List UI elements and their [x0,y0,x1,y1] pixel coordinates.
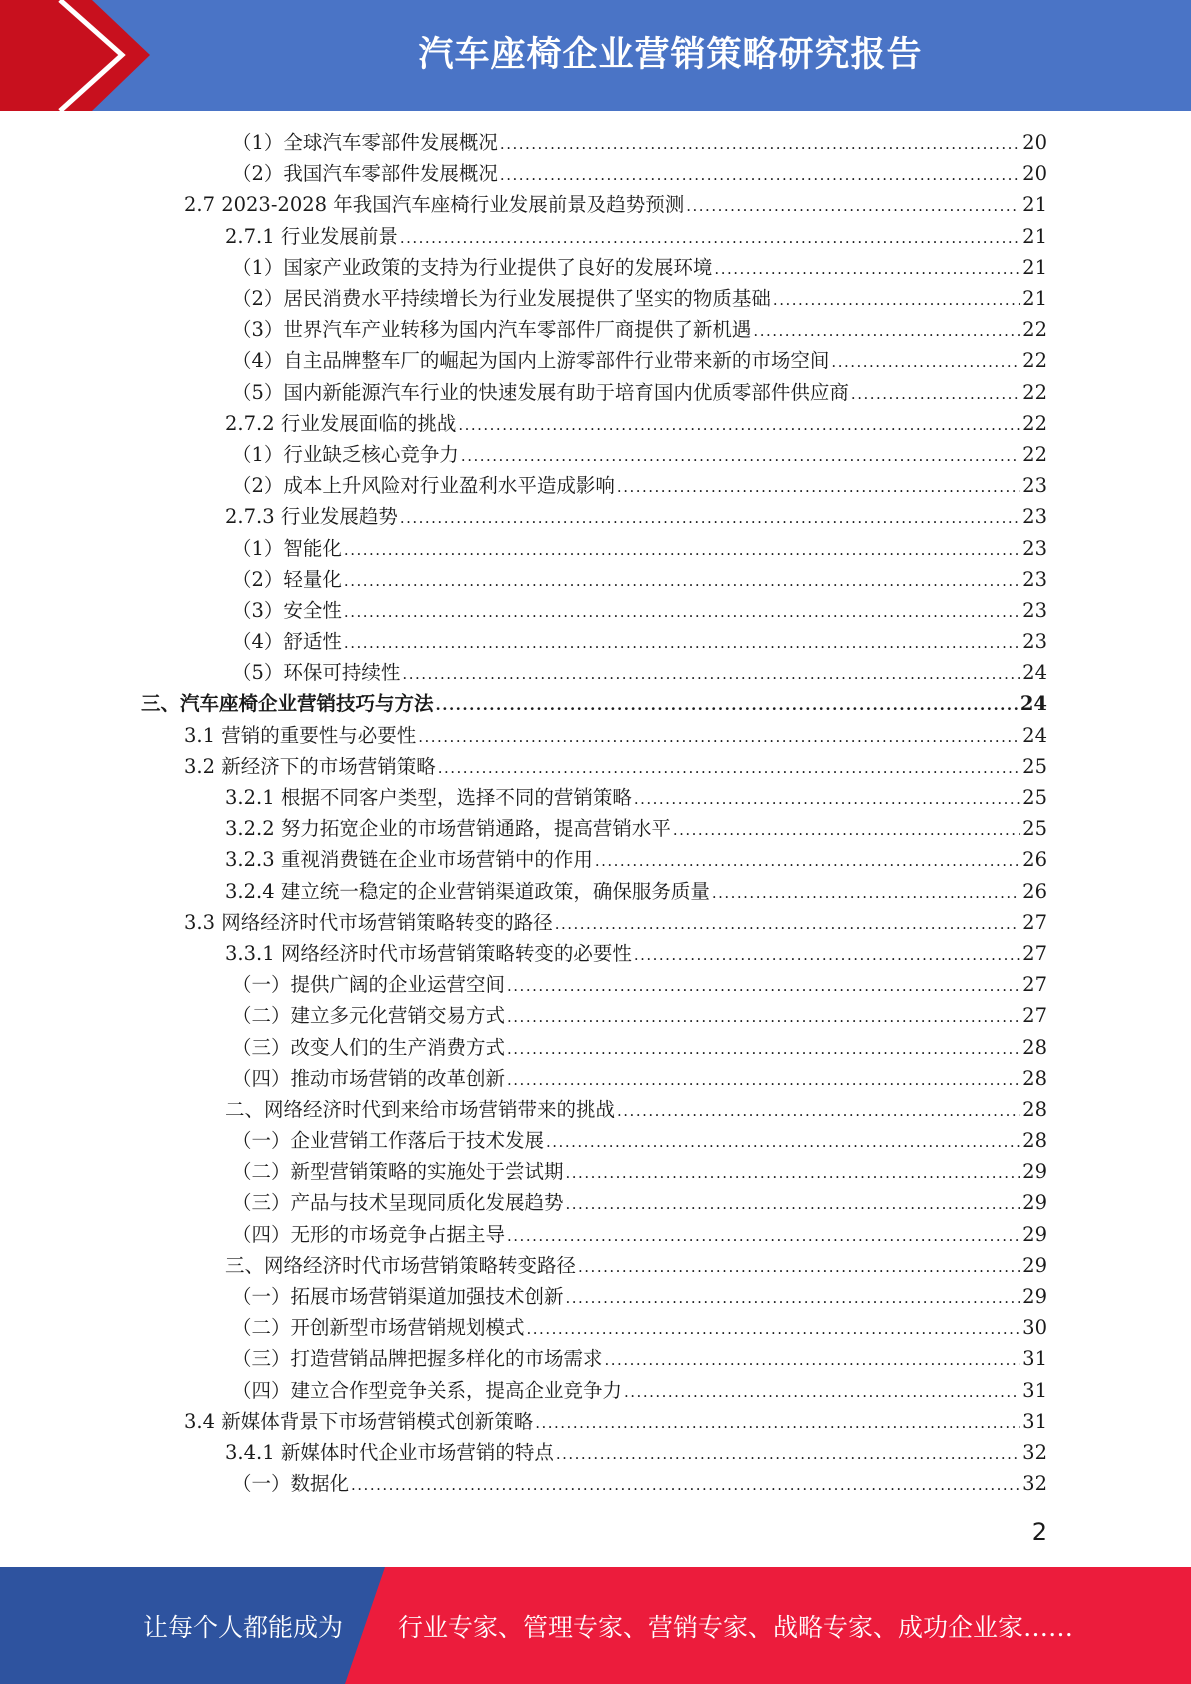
toc-entry[interactable] [0,283,1191,314]
toc-dot-leader [344,628,1020,659]
toc-entry-page: 22 [1022,318,1047,342]
toc-entry[interactable] [0,345,1191,376]
toc-entry-page: 23 [1022,536,1047,560]
toc-dot-leader [566,1283,1021,1314]
toc-dot-leader [673,815,1020,846]
toc-entry-title: 3.1 营销的重要性与必要性 [184,723,417,747]
toc-entry-page: 29 [1022,1191,1047,1215]
toc-dot-leader [507,971,1020,1002]
toc-entry-title: 2.7 2023-2028 年我国汽车座椅行业发展前景及趋势预测 [184,193,685,217]
toc-entry-page: 21 [1022,193,1047,217]
toc-entry[interactable] [0,1187,1191,1218]
toc-entry[interactable] [0,314,1191,345]
toc-entry-title: （2）成本上升风险对行业盈利水平造成影响 [232,474,615,498]
toc-entry-page: 28 [1022,1035,1047,1059]
toc-entry-title: （4）自主品牌整车厂的崛起为国内上游零部件行业带来新的市场空间 [232,349,830,373]
toc-entry[interactable] [0,1125,1191,1156]
toc-entry-title: （3）世界汽车产业转移为国内汽车零部件厂商提供了新机遇 [232,318,752,342]
toc-entry[interactable] [0,969,1191,1000]
toc-dot-leader [566,1158,1021,1189]
toc-entry-page: 23 [1022,598,1047,622]
toc-entry[interactable] [0,221,1191,252]
toc-entry[interactable] [0,720,1191,751]
toc-entry-page: 25 [1022,786,1047,810]
toc-entry-title: （一）企业营销工作落后于技术发展 [232,1129,545,1153]
toc-entry-page: 20 [1022,162,1047,186]
toc-entry-page: 27 [1022,941,1047,965]
toc-entry-title: （2）轻量化 [232,567,342,591]
toc-entry-title: （1）智能化 [232,536,342,560]
toc-entry-title: 3.2 新经济下的市场营销策略 [184,754,436,778]
toc-entry-title: 2.7.1 行业发展前景 [225,224,398,248]
toc-entry-title: （四）无形的市场竞争占据主导 [232,1222,506,1246]
toc-dot-leader [624,1377,1020,1408]
toc-entry-page: 21 [1022,255,1047,279]
toc-entry[interactable] [0,1219,1191,1250]
toc-entry-page: 21 [1022,224,1047,248]
toc-entry-page: 28 [1022,1129,1047,1153]
toc-entry-page: 31 [1022,1378,1047,1402]
toc-entry[interactable] [0,813,1191,844]
toc-entry-page: 29 [1022,1160,1047,1184]
toc-entry-title: 三、汽车座椅企业营销技巧与方法 [141,692,434,716]
toc-entry-title: （2）我国汽车零部件发展概况 [232,162,498,186]
toc-entry-page: 29 [1022,1253,1047,1277]
toc-entry-title: （1）行业缺乏核心竞争力 [232,442,459,466]
toc-dot-leader [527,1314,1021,1345]
toc-dot-leader [712,878,1020,909]
toc-dot-leader [634,784,1020,815]
toc-entry[interactable] [0,1000,1191,1031]
toc-entry-page: 23 [1022,630,1047,654]
toc-dot-leader [753,316,1020,347]
toc-entry-page: 23 [1022,505,1047,529]
toc-entry-page: 24 [1019,692,1047,716]
toc-entry-page: 29 [1022,1285,1047,1309]
toc-dot-leader [546,1127,1020,1158]
toc-entry[interactable] [0,127,1191,158]
toc-dot-leader [714,254,1020,285]
toc-dot-leader [507,1065,1020,1096]
report-title: 汽车座椅企业营销策略研究报告 [418,35,923,75]
toc-dot-leader [617,472,1020,503]
toc-entry-page: 22 [1022,380,1047,404]
toc-entry-title: （四）推动市场营销的改革创新 [232,1066,506,1090]
header-arrow-decoration [0,0,150,111]
toc-entry-page: 25 [1022,754,1047,778]
toc-dot-leader [400,223,1020,254]
page-number: 2 [1031,1518,1047,1546]
toc-dot-leader [617,1096,1020,1127]
toc-entry[interactable] [0,501,1191,532]
toc-entry[interactable] [0,189,1191,220]
toc-dot-leader [556,1439,1020,1470]
toc-entry-title: （一）提供广阔的企业运营空间 [232,973,506,997]
toc-entry[interactable] [0,1156,1191,1187]
toc-entry-title: 三、网络经济时代市场营销策略转变路径 [225,1253,577,1277]
toc-entry-page: 26 [1022,848,1047,872]
toc-entry-title: （四）建立合作型竞争关系，提高企业竞争力 [232,1378,623,1402]
toc-entry-page: 25 [1022,817,1047,841]
toc-entry[interactable] [0,1094,1191,1125]
toc-entry[interactable] [0,626,1191,657]
toc-entry-page: 24 [1022,661,1047,685]
toc-entry-title: 3.2.4 建立统一稳定的企业营销渠道政策，确保服务质量 [225,879,710,903]
toc-entry-title: 3.3 网络经济时代市场营销策略转变的路径 [184,910,553,934]
toc-entry[interactable] [0,408,1191,439]
toc-dot-leader [578,1252,1020,1283]
toc-entry[interactable] [0,439,1191,470]
toc-entry[interactable] [0,564,1191,595]
toc-dot-leader [507,1002,1020,1033]
toc-entry-title: （1）全球汽车零部件发展概况 [232,131,498,155]
toc-entry-page: 28 [1022,1097,1047,1121]
toc-dot-leader [686,191,1020,222]
toc-entry-title: （二）开创新型市场营销规划模式 [232,1316,525,1340]
page-header [0,0,1191,111]
toc-entry[interactable] [0,1281,1191,1312]
toc-entry[interactable] [0,595,1191,626]
toc-dot-leader [507,1221,1020,1252]
toc-entry-page: 22 [1022,442,1047,466]
toc-entry-title: 3.2.2 努力拓宽企业的市场营销通路，提高营销水平 [225,817,671,841]
toc-entry-page: 24 [1022,723,1047,747]
toc-entry[interactable] [0,751,1191,782]
toc-entry-title: （二）新型营销策略的实施处于尝试期 [232,1160,564,1184]
toc-entry-title: （三）改变人们的生产消费方式 [232,1035,506,1059]
toc-entry-title: （三）打造营销品牌把握多样化的市场需求 [232,1347,603,1371]
toc-entry-title: 3.2.3 重视消费链在企业市场营销中的作用 [225,848,593,872]
toc-entry-title: （二）建立多元化营销交易方式 [232,1004,506,1028]
toc-entry-page: 27 [1022,1004,1047,1028]
toc-dot-leader [500,160,1020,191]
toc-entry-page: 23 [1022,474,1047,498]
toc-dot-leader [605,1345,1021,1376]
toc-dot-leader [438,753,1020,784]
toc-entry-page: 22 [1022,349,1047,373]
toc-dot-leader [831,347,1020,378]
toc-entry-title: （2）居民消费水平持续增长为行业发展提供了坚实的物质基础 [232,287,771,311]
toc-dot-leader [500,129,1020,160]
table-of-contents [0,127,1191,1499]
toc-entry[interactable] [0,1375,1191,1406]
toc-entry-page: 32 [1022,1472,1047,1496]
toc-entry[interactable] [0,1250,1191,1281]
toc-dot-leader [436,690,1018,721]
toc-entry-title: 3.3.1 网络经济时代市场营销策略转变的必要性 [225,941,632,965]
toc-entry-title: （5）国内新能源汽车行业的快速发展有助于培育国内优质零部件供应商 [232,380,849,404]
toc-entry-title: 3.2.1 根据不同客户类型，选择不同的营销策略 [225,786,632,810]
toc-entry[interactable] [0,1312,1191,1343]
toc-entry-page: 27 [1022,973,1047,997]
toc-entry[interactable] [0,252,1191,283]
toc-entry-title: 3.4 新媒体背景下市场营销模式创新策略 [184,1409,534,1433]
toc-entry-page: 23 [1022,567,1047,591]
toc-entry-page: 29 [1022,1222,1047,1246]
toc-entry[interactable] [0,470,1191,501]
toc-entry[interactable] [0,1406,1191,1437]
toc-entry-page: 20 [1022,131,1047,155]
toc-entry[interactable] [0,1031,1191,1062]
toc-entry-title: （4）舒适性 [232,630,342,654]
toc-dot-leader [566,1189,1021,1220]
toc-entry-page: 26 [1022,879,1047,903]
toc-dot-leader [535,1408,1020,1439]
toc-entry[interactable] [0,876,1191,907]
toc-entry[interactable] [0,782,1191,813]
toc-entry[interactable] [0,1343,1191,1374]
toc-dot-leader [402,659,1020,690]
toc-dot-leader [773,285,1020,316]
toc-dot-leader [351,1470,1020,1501]
page-footer [0,1567,1191,1684]
toc-entry-title: 2.7.2 行业发展面临的挑战 [225,411,457,435]
toc-entry[interactable] [0,938,1191,969]
toc-entry[interactable] [0,532,1191,563]
footer-slogan-right: 行业专家、管理专家、营销专家、战略专家、成功企业家…… [398,1612,1074,1642]
toc-entry-title: （3）安全性 [232,598,342,622]
toc-dot-leader [595,846,1020,877]
footer-slogan-left: 让每个人都能成为 [143,1612,344,1642]
toc-entry-title: 二、网络经济时代到来给市场营销带来的挑战 [225,1097,616,1121]
toc-dot-leader [344,597,1020,628]
toc-entry-title: （一）拓展市场营销渠道加强技术创新 [232,1285,564,1309]
toc-entry-title: （三）产品与技术呈现同质化发展趋势 [232,1191,564,1215]
toc-dot-leader [634,940,1020,971]
toc-dot-leader [555,909,1020,940]
toc-entry[interactable] [0,657,1191,688]
toc-entry-page: 32 [1022,1440,1047,1464]
toc-entry[interactable] [0,1468,1191,1499]
toc-entry[interactable] [0,907,1191,938]
toc-dot-leader [400,503,1020,534]
toc-entry[interactable] [0,1437,1191,1468]
toc-dot-leader [418,722,1020,753]
toc-entry-title: （一）数据化 [232,1472,350,1496]
toc-entry[interactable] [0,844,1191,875]
toc-dot-leader [344,535,1020,566]
toc-entry-page: 28 [1022,1066,1047,1090]
toc-entry-title: （5）环保可持续性 [232,661,401,685]
toc-dot-leader [344,566,1020,597]
toc-dot-leader [461,441,1020,472]
toc-entry-page: 30 [1022,1316,1047,1340]
toc-dot-leader [507,1034,1020,1065]
toc-entry[interactable] [0,1063,1191,1094]
toc-entry-title: 2.7.3 行业发展趋势 [225,505,398,529]
toc-entry[interactable] [0,377,1191,408]
toc-entry-page: 31 [1022,1409,1047,1433]
toc-dot-leader [458,410,1020,441]
toc-entry-page: 31 [1022,1347,1047,1371]
toc-entry-page: 22 [1022,411,1047,435]
toc-entry-page: 21 [1022,287,1047,311]
toc-entry[interactable] [0,158,1191,189]
toc-entry-title: 3.4.1 新媒体时代企业市场营销的特点 [225,1440,554,1464]
toc-entry[interactable] [0,688,1191,719]
toc-entry-page: 27 [1022,910,1047,934]
toc-dot-leader [851,379,1020,410]
toc-entry-title: （1）国家产业政策的支持为行业提供了良好的发展环境 [232,255,713,279]
